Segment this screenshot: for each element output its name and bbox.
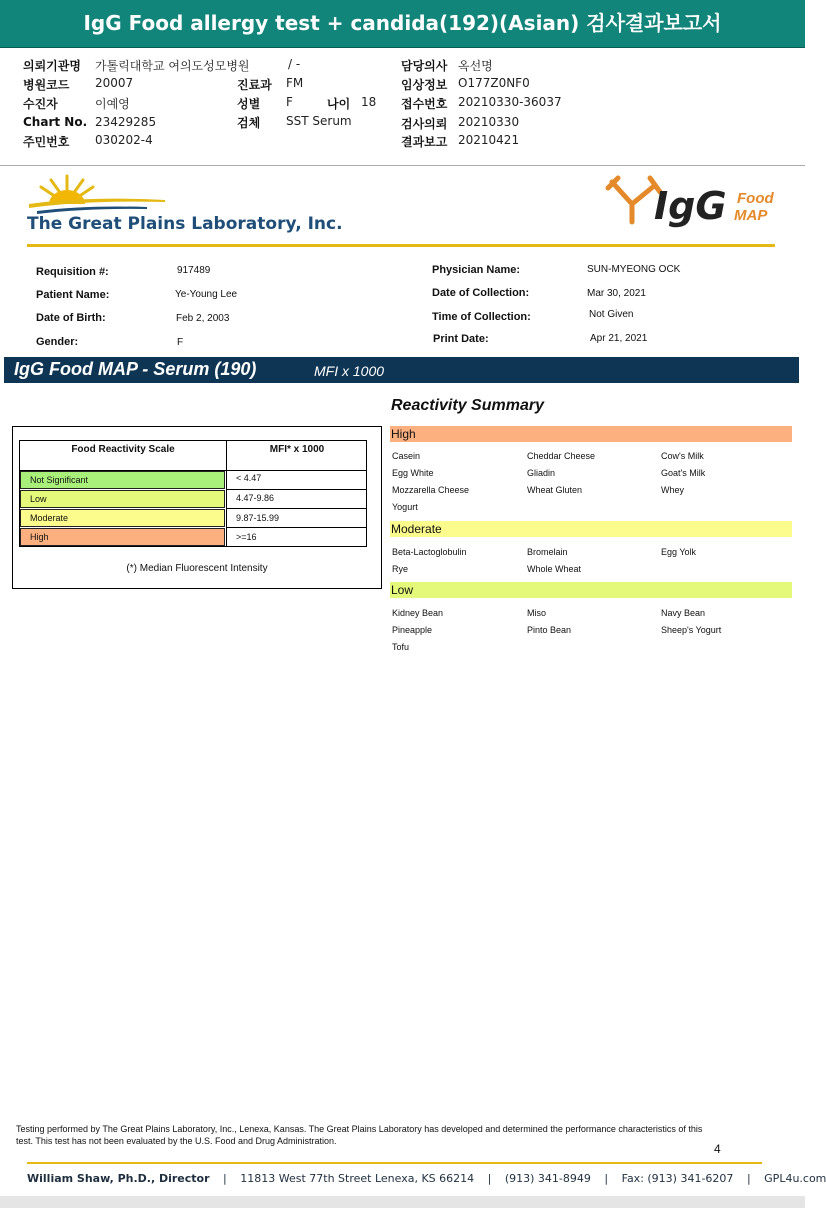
request-date-label: 검사의뢰 — [401, 117, 448, 131]
reactivity-summary-title: Reactivity Summary — [391, 397, 544, 414]
report-date-label: 결과보고 — [401, 135, 448, 149]
institution-label: 의뢰기관명 — [23, 59, 81, 73]
print-date-label: Print Date: — [433, 333, 489, 345]
clinical-info-label: 임상정보 — [401, 78, 448, 92]
dob-label: Date of Birth: — [36, 312, 106, 324]
report-date-value: 20210421 — [458, 133, 520, 147]
food-item: Whey — [661, 485, 685, 495]
collection-time-value: Not Given — [589, 309, 634, 320]
resident-no-value: 030202-4 — [95, 133, 153, 147]
scale-col2-header: MFI* x 1000 — [269, 444, 325, 455]
footer-director: William Shaw, Ph.D., Director — [27, 1172, 210, 1185]
category-high: High — [390, 426, 792, 442]
food-item: Mozzarella Cheese — [392, 485, 470, 495]
doctor-value: 옥선명 — [458, 59, 493, 73]
header-divider — [0, 165, 805, 166]
requisition-label: Requisition #: — [36, 266, 109, 278]
physician-label: Physician Name: — [432, 264, 521, 276]
scale-range-moderate: 9.87-15.99 — [236, 513, 280, 523]
food-item: Pinto Bean — [527, 625, 572, 635]
food-item: Egg Yolk — [661, 547, 697, 557]
food-item: Navy Bean — [661, 608, 706, 618]
footer-separator: | — [604, 1172, 609, 1185]
footer-separator: | — [487, 1172, 492, 1185]
food-item: Goat's Milk — [661, 468, 706, 478]
footer-separator: | — [223, 1172, 227, 1185]
resident-no-label: 주민번호 — [23, 135, 70, 149]
footer-site[interactable]: GPL4u.com — [764, 1172, 826, 1185]
food-item: Kidney Bean — [392, 608, 444, 618]
food-item: Wheat Gluten — [527, 485, 583, 495]
brand-food: Food — [737, 190, 774, 207]
food-item: Bromelain — [527, 547, 568, 557]
sex-value: F — [286, 95, 293, 109]
scale-col1-header: Food Reactivity Scale — [71, 444, 175, 455]
department-label: 진료과 — [237, 78, 272, 92]
requisition-value: 917489 — [177, 265, 211, 276]
food-item: Sheep's Yogurt — [661, 625, 722, 635]
dob-value: Feb 2, 2003 — [176, 313, 230, 324]
patient-kr-value: 이예영 — [95, 97, 130, 111]
footer-phone: (913) 341-8949 — [504, 1172, 591, 1185]
gender-value: F — [177, 337, 184, 348]
department-value: FM — [286, 76, 304, 90]
food-item: Gliadin — [527, 468, 556, 478]
scale-row-moderate: Moderate — [20, 509, 225, 527]
section-title: IgG Food MAP - Serum (190) — [14, 359, 257, 379]
patient-name-value: Ye-Young Lee — [175, 289, 238, 300]
sex-label: 성별 — [237, 97, 261, 111]
chart-no-value: 23429285 — [95, 115, 157, 129]
scale-range-not-significant: < 4.47 — [236, 473, 262, 483]
page-number: 4 — [714, 1142, 721, 1156]
food-item: Cow's Milk — [661, 451, 704, 461]
age-label: 나이 — [327, 97, 351, 111]
food-item: Casein — [392, 451, 421, 461]
print-date-value: Apr 21, 2021 — [590, 333, 648, 344]
scale-footnote: (*) Median Fluorescent Intensity — [126, 563, 268, 574]
food-item: Cheddar Cheese — [527, 451, 596, 461]
footer-address: 11813 West 77th Street Lenexa, KS 66214 — [240, 1172, 475, 1185]
bottom-band — [0, 1196, 805, 1208]
collection-date-label: Date of Collection: — [432, 287, 530, 299]
request-date-value: 20210330 — [458, 115, 520, 129]
food-item: Egg White — [392, 468, 434, 478]
footer-contact — [27, 1172, 826, 1185]
food-item: Rye — [392, 564, 409, 574]
section-bar — [4, 357, 799, 383]
section-subtitle: MFI x 1000 — [314, 363, 385, 379]
doctor-label: 담당의사 — [401, 59, 448, 73]
scale-row-not-significant: Not Significant — [20, 471, 225, 489]
disclaimer-text: Testing performed by The Great Plains Laboratory, Inc., Lenexa, Kansas. The Great Plains Laboratory has developed and determined the performance characteristics of this test. This test has not been evaluated by the U.S. Food and Drug Administration. — [16, 1124, 703, 1146]
report-title-bar — [0, 0, 805, 48]
institution-extra: / - — [288, 57, 301, 71]
food-item: Whole Wheat — [527, 564, 582, 574]
specimen-label: 검체 — [237, 116, 261, 130]
receipt-no-value: 20210330-36037 — [458, 95, 562, 109]
sun-logo-icon — [27, 172, 167, 218]
scale-range-low: 4.47-9.86 — [236, 493, 275, 503]
scale-row-low: Low — [20, 490, 225, 508]
category-moderate: Moderate — [390, 521, 792, 537]
category-low: Low — [390, 582, 792, 598]
physician-value: SUN-MYEONG OCK — [587, 264, 681, 275]
hospital-code-value: 20007 — [95, 76, 134, 90]
collection-time-label: Time of Collection: — [432, 311, 531, 323]
food-item: Pineapple — [392, 625, 433, 635]
food-item: Yogurt — [392, 502, 418, 512]
brand-igg: IgG — [654, 184, 727, 228]
lab-name: The Great Plains Laboratory, Inc. — [27, 214, 343, 234]
reactivity-scale-box — [12, 426, 382, 589]
patient-kr-label: 수진자 — [23, 97, 58, 111]
hospital-code-label: 병원코드 — [23, 78, 70, 92]
patient-name-label: Patient Name: — [36, 289, 110, 301]
scale-range-high: >=16 — [236, 532, 257, 542]
food-item: Miso — [527, 608, 547, 618]
age-value: 18 — [361, 95, 377, 109]
brand-map: MAP — [734, 207, 768, 224]
footer-fax: Fax: (913) 341-6207 — [621, 1172, 734, 1185]
report-title: IgG Food allergy test + candida(192)(Asian) 검사결과보고서 — [83, 11, 722, 35]
footer-separator: | — [746, 1172, 751, 1185]
food-item: Beta-Lactoglobulin — [392, 547, 467, 557]
footer-divider — [27, 1162, 762, 1164]
logo-divider — [27, 244, 775, 247]
receipt-no-label: 접수번호 — [401, 97, 448, 111]
specimen-value: SST Serum — [286, 114, 352, 128]
chart-no-label: Chart No. — [23, 115, 88, 129]
gender-label: Gender: — [36, 336, 79, 348]
institution-value: 가톨릭대학교 여의도성모병원 — [95, 59, 250, 73]
food-item: Tofu — [392, 642, 410, 652]
collection-date-value: Mar 30, 2021 — [587, 288, 646, 299]
clinical-info-value: O177Z0NF0 — [458, 76, 530, 90]
scale-row-high: High — [20, 528, 225, 546]
